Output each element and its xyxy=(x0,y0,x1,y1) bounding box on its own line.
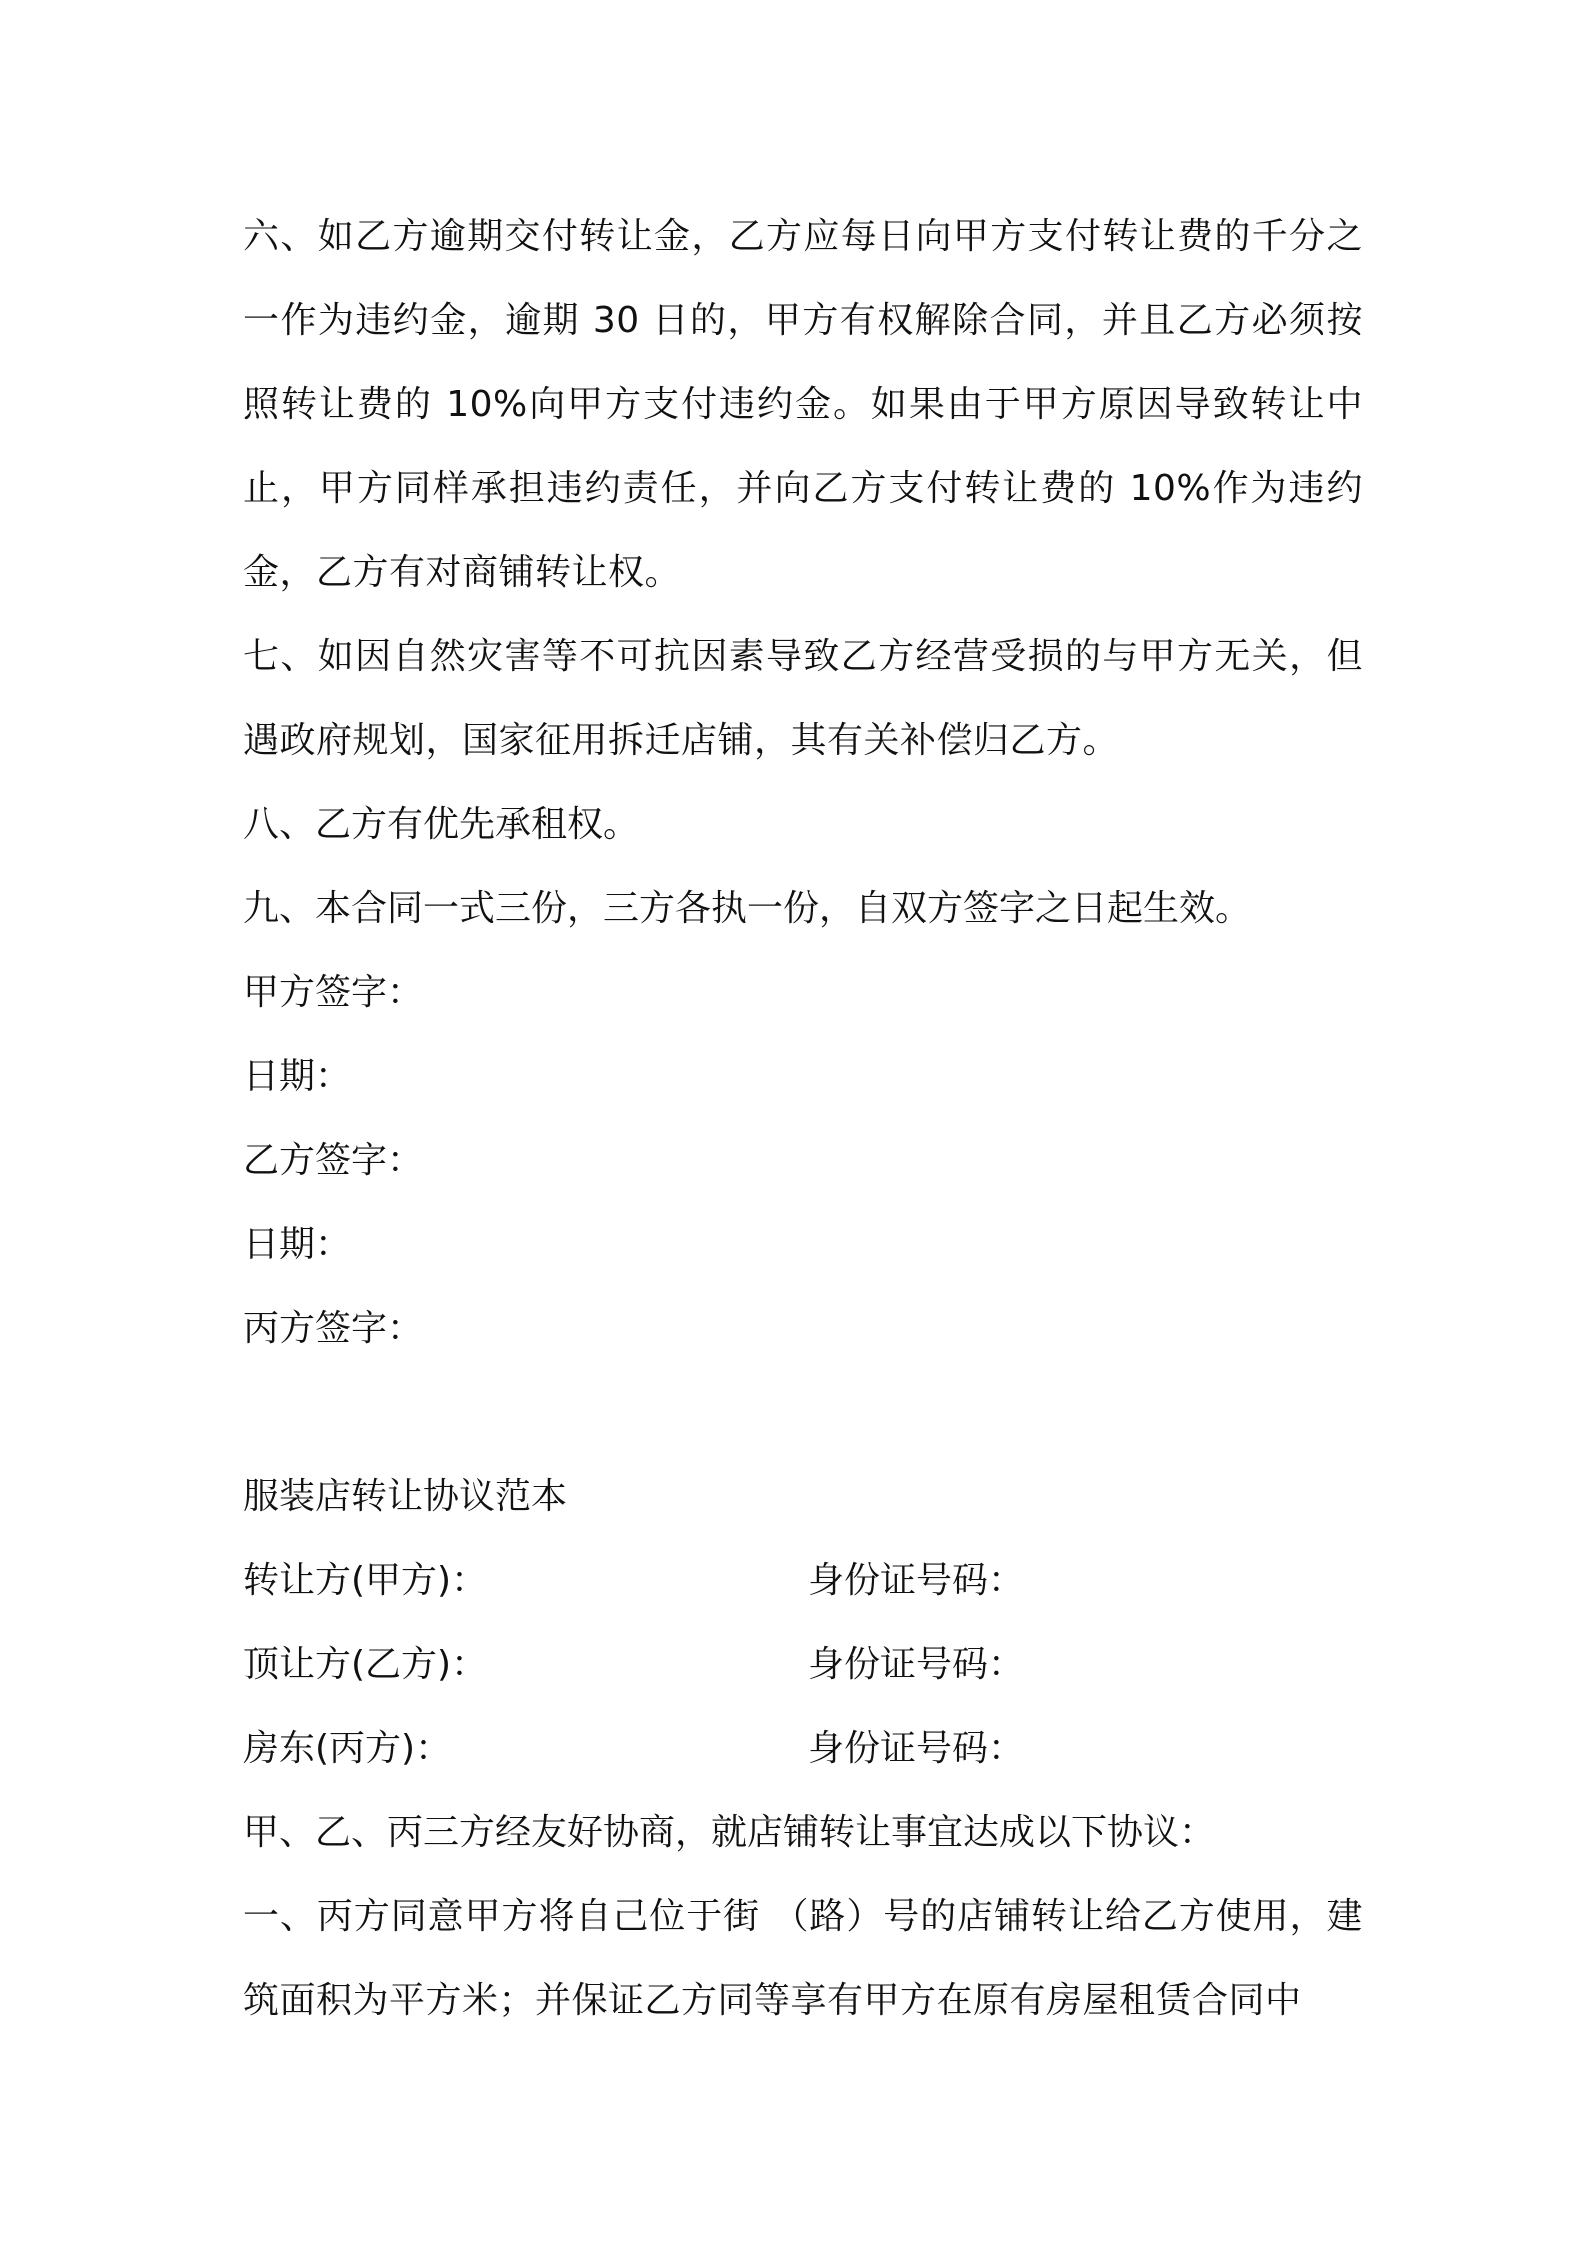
party-role-label: 转让方(甲方)： xyxy=(243,1560,488,1601)
party-row-transferee xyxy=(243,1623,1363,1707)
date-label-2: 日期： xyxy=(243,1224,352,1265)
clause-6: 六、如乙方逾期交付转让金，乙方应每日向甲方支付转让费的千分之一作为违约金，逾期 30 日的，甲方有权解除合同，并且乙方必须按照转让费的 10%向甲方支付违约金。如果由于甲方原因导致转让中止，甲方同样承担违约责任，并向乙方支付转让费的 10%作为违约金，乙方有对商铺转让权。 xyxy=(243,216,1363,593)
id-number-label: 身份证号码： xyxy=(808,1560,1025,1601)
party-row-transferor xyxy=(243,1539,1363,1623)
template-clause-1: 一、丙方同意甲方将自己位于街 （路）号的店铺转让给乙方使用，建筑面积为平方米；并保证乙方同等享有甲方在原有房屋租赁合同中 xyxy=(243,1896,1363,2021)
party-a-signature-label: 甲方签字： xyxy=(243,972,424,1013)
party-row-landlord xyxy=(243,1707,1363,1791)
party-c-signature-label: 丙方签字： xyxy=(243,1308,424,1349)
date-label-1: 日期： xyxy=(243,1056,352,1097)
clause-9: 九、本合同一式三份，三方各执一份，自双方签字之日起生效。 xyxy=(243,888,1252,929)
document-body xyxy=(243,195,1363,2043)
agreement-title: 服装店转让协议范本 xyxy=(243,1476,568,1517)
party-role-label: 房东(丙方)： xyxy=(243,1728,452,1769)
agreement-intro: 甲、乙、丙三方经友好协商，就店铺转让事宜达成以下协议： xyxy=(243,1812,1216,1853)
party-role-label: 顶让方(乙方)： xyxy=(243,1644,488,1685)
id-number-label: 身份证号码： xyxy=(808,1644,1025,1685)
section-spacer xyxy=(243,1371,1363,1455)
clause-8: 八、乙方有优先承租权。 xyxy=(243,804,640,845)
clause-7: 七、如因自然灾害等不可抗因素导致乙方经营受损的与甲方无关，但遇政府规划，国家征用拆迁店铺，其有关补偿归乙方。 xyxy=(243,636,1363,761)
party-b-signature-label: 乙方签字： xyxy=(243,1140,424,1181)
id-number-label: 身份证号码： xyxy=(808,1728,1025,1769)
